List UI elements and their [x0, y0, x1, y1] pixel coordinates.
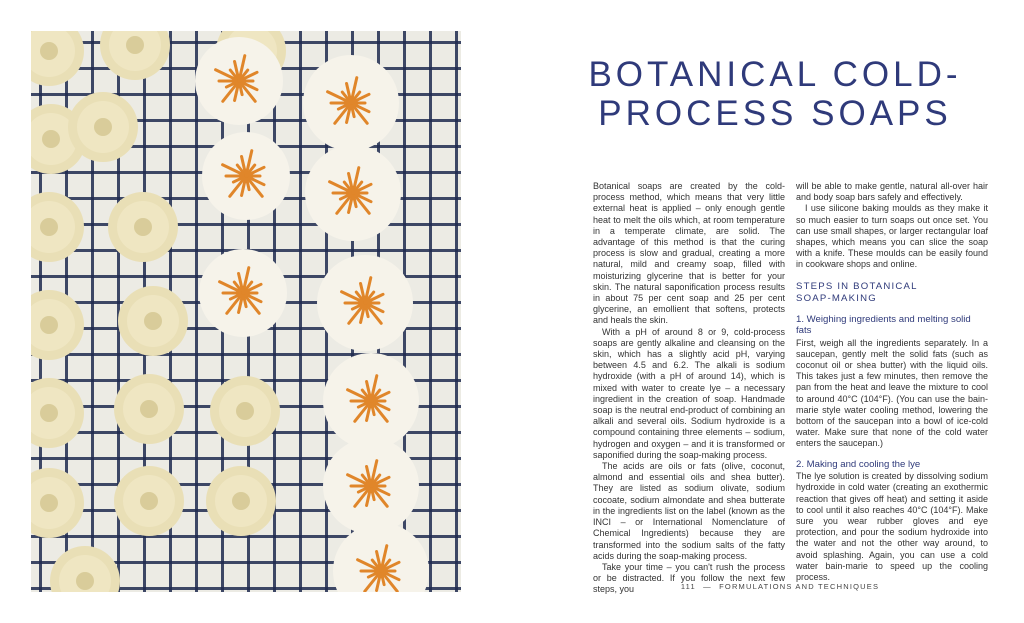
towel-grid-line [299, 31, 302, 592]
towel-grid-line [195, 31, 198, 592]
step-1-title: 1. Weighing ingredients and melting solid fats [796, 313, 971, 337]
towel-grid-line [31, 223, 461, 226]
paragraph-ph: With a pH of around 8 or 9, cold-process soaps are gently alkaline and cleansing on the skin, which has a slightly acid pH, varying between 4.5 and 6.2. The alkali is sodium hydroxide (with a pH of around 14), which is mixed with water to create lye – a necessary ingredient in the creation of soap. Handmade soap is the neutral end-product of combining an alkali and several oils. Sodium hydroxide is a compound containing three elements – sodium, hydrogen and oxygen – and it is transformed or saponified during the soap-making process. [593, 326, 785, 460]
bundt-soap-center [76, 572, 94, 590]
bundt-soap-center [232, 492, 250, 510]
bundt-soap-center [40, 404, 58, 422]
title-line-2: PROCESS SOAPS [598, 94, 952, 133]
step-2-title: 2. Making and cooling the lye [796, 458, 921, 470]
bundt-soap-center [134, 218, 152, 236]
footer-separator: — [703, 582, 712, 591]
bundt-soap-center [40, 218, 58, 236]
paragraph-intro: Botanical soaps are created by the cold-process method, which means that very little external heat is applied – only enough gentle heat to melt the oils which, at room temperature in a temperate climate, are solid. The advantage of this method is that the curing process is slow and gradual, creating a more natural, mild and creamy soap, filled with moisturizing glycerine that is better for your skin. The natural saponification process results in about 75 per cent soap and 25 per cent glycerine, an emollient that softens, protects and heals the skin. [593, 181, 785, 326]
bundt-soap-center [236, 402, 254, 420]
paragraph-take-time: Take your time – you can't rush the process or be distracted. If you follow the next few steps, you [593, 561, 785, 595]
footer-section: FORMULATIONS AND TECHNIQUES [719, 582, 880, 591]
paragraph-moulds: I use silicone baking moulds as they make it so much easier to turn soaps out once set. You can use small shapes, or larger rectangular loaf shapes, which means you can slice the soap with a knife. These moulds can be easily found in cookware shops and online. [796, 203, 988, 270]
section-heading-line-1: STEPS IN BOTANICAL [796, 280, 918, 292]
page-title [560, 55, 990, 133]
paragraph-acids: The acids are oils or fats (olive, coconut, almond and essential oils and shea butter). They are listed as sodium olivate, sodium cocoate, sodium almondate and shea butterate in the ingredients list on the label (known as the INCI – or International Nomenclature of Chemical Ingredients) because they are transformed into the sodium salts of the fatty acids during the soap-making process. [593, 461, 785, 561]
page-number: 111 [680, 582, 696, 591]
bundt-soap-center [140, 400, 158, 418]
body-column-left [593, 181, 785, 596]
page-footer [600, 582, 960, 591]
bundt-soap-center [140, 492, 158, 510]
towel-grid-line [455, 31, 458, 592]
body-column-right [796, 181, 988, 583]
bundt-soap-center [94, 118, 112, 136]
bundt-soap-center [126, 36, 144, 54]
bundt-soap-center [40, 494, 58, 512]
bundt-soap-center [40, 42, 58, 60]
bundt-soap-center [144, 312, 162, 330]
title-line-1: BOTANICAL COLD- [588, 55, 962, 94]
bundt-soap-center [42, 130, 60, 148]
towel-grid-line [31, 353, 461, 356]
paragraph-continuation: will be able to make gentle, natural all-over hair and body soap bars safely and effectively. [796, 181, 988, 203]
step-2-text: The lye solution is created by dissolving sodium hydroxide in cold water (creating an exothermic reaction that gives off heat) and setting it aside to cool until it also reaches 40°C (104°F). Make sure you wear rubber gloves and eye protection, and pour the sodium hydroxide into the water and not the other way around, to avoid splashing. Again, you can use a cold water bain-marie to speed up the cooling process. [796, 471, 988, 582]
section-heading [796, 281, 988, 305]
section-heading-line-2: SOAP-MAKING [796, 292, 877, 304]
towel-grid-line [429, 31, 432, 592]
soap-photo [31, 31, 461, 592]
step-1-text: First, weigh all the ingredients separately. In a saucepan, gently melt the solid fats (such as coconut oil or shea butter) with the liquid oils. This takes just a few minutes, then remove the pan from the heat and leave the mixture to cool to around 40°C (104°F). (You can use the bain-marie style water cooling method, lowering the bottom of the saucepan into a bowl of ice-cold water. Make sure that none of the cold water enters the saucepan.) [796, 337, 988, 449]
bundt-soap-center [40, 316, 58, 334]
